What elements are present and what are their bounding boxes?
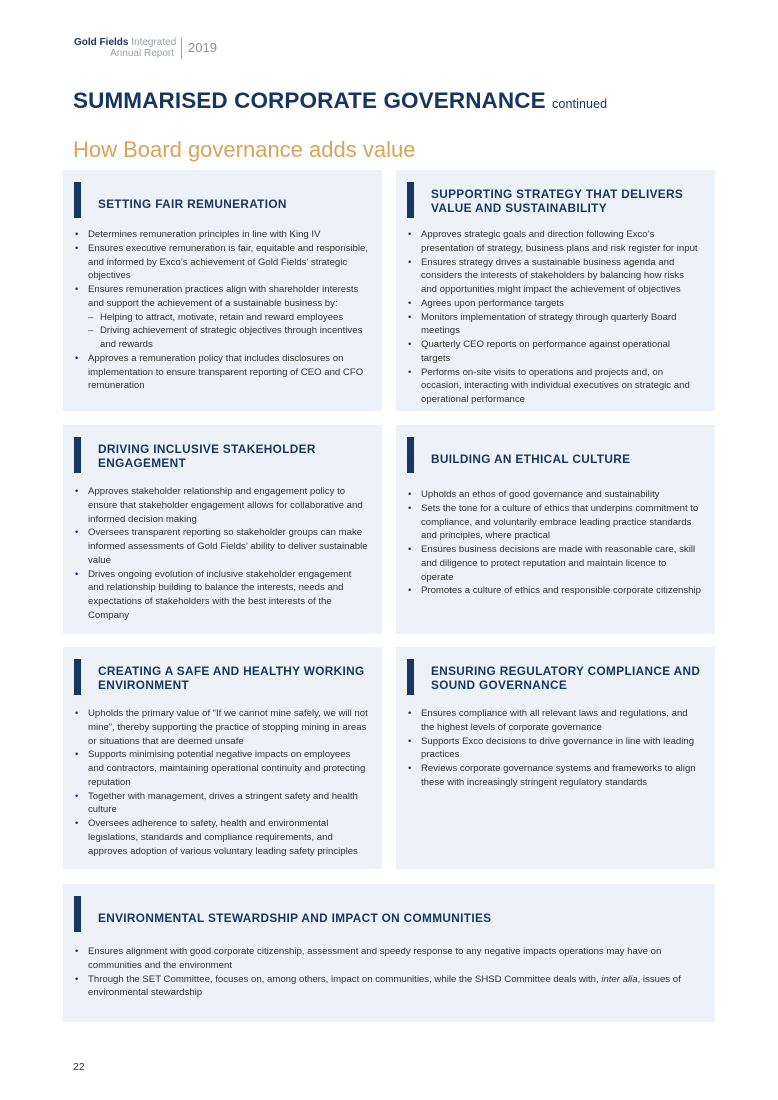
bullet-list — [75, 228, 368, 393]
list-item: • Supports minimising potential negative impacts on employees and contractors, maintaining operational continuity and protecting reputation — [75, 748, 368, 789]
panel-header — [74, 437, 370, 473]
list-item: • Reviews corporate governance systems and frameworks to align these with increasingly stringent regulatory standards — [408, 762, 701, 790]
list-item: • Approves strategic goals and direction following Exco’s presentation of strategy, business plans and risk register for input — [408, 228, 701, 256]
list-item: • Oversees adherence to safety, health and environmental legislations, standards and compliance requirements, and approves adoption of various voluntary leading safety principles — [75, 817, 368, 858]
header-accent-bar — [74, 182, 81, 218]
list-item: • Ensures remuneration practices align with shareholder interests and support the achievement of a sustainable business by: — [75, 283, 368, 311]
panel-strategy — [396, 170, 715, 411]
header-accent-bar — [407, 437, 414, 473]
list-item: • Performs on-site visits to operations and projects and, on occasion, interacting with individual executives on strategic and operational performance — [408, 366, 701, 407]
list-item: • Drives ongoing evolution of inclusive stakeholder engagement and relationship building to balance the interests, needs and expectations of stakeholders with the best interests of the Company — [75, 568, 368, 623]
brand-text — [74, 37, 177, 59]
list-item-text: , issues of environmental stewardship — [88, 973, 681, 999]
panel-title: ENSURING REGULATORY COMPLIANCE AND SOUND GOVERNANCE — [431, 664, 701, 692]
list-item: • Ensures executive remuneration is fair, equitable and responsible, and informed by Exco’s achievement of Gold Fields’ strategic objectives — [75, 242, 368, 283]
panel-stakeholder — [63, 425, 382, 634]
panel-header — [407, 659, 703, 695]
header-accent-bar — [407, 182, 414, 218]
list-item — [75, 973, 701, 1001]
panel-title: SETTING FAIR REMUNERATION — [98, 197, 287, 211]
page-title-suffix: continued — [552, 97, 608, 111]
list-item: • Ensures strategy drives a sustainable business agenda and considers the interests of stakeholders by balancing how risks and opportunities might impact the achievement of objectives — [408, 256, 701, 297]
panel-ethics — [396, 425, 715, 634]
header-accent-bar — [74, 896, 81, 932]
list-item: • Ensures business decisions are made with reasonable care, skill and diligence to protect reputation and maintain licence to operate — [408, 543, 701, 584]
panel-title: BUILDING AN ETHICAL CULTURE — [431, 452, 631, 466]
header-accent-bar — [74, 659, 81, 695]
report-year: 2019 — [188, 40, 217, 55]
panel-header — [407, 182, 703, 218]
page-title — [73, 88, 607, 114]
list-item: • Upholds an ethos of good governance and sustainability — [408, 488, 701, 502]
list-item: • Oversees transparent reporting so stakeholder groups can make informed assessments of Gold Fields’ ability to deliver sustainable value — [75, 526, 368, 567]
sub-list-item: – Helping to attract, motivate, retain and reward employees — [75, 311, 368, 325]
bullet-list — [408, 228, 701, 407]
panel-title: DRIVING INCLUSIVE STAKEHOLDER ENGAGEMENT — [98, 442, 316, 470]
panel-remuneration — [63, 170, 382, 411]
brand-name: Gold Fields — [74, 37, 129, 48]
panel-header — [74, 896, 703, 932]
bullet-list — [75, 707, 368, 858]
panel-header — [407, 437, 703, 473]
panel-safety — [63, 647, 382, 869]
list-item: • Upholds the primary value of “If we cannot mine safely, we will not mine”, thereby supporting the practice of stopping mining in areas or situations that are deemed unsafe — [75, 707, 368, 748]
brand-divider — [181, 38, 182, 59]
bullet-list — [408, 488, 701, 598]
bullet-list — [75, 485, 368, 623]
panel-header — [74, 659, 370, 695]
list-item: • Approves a remuneration policy that includes disclosures on implementation to ensure transparent reporting of CEO and CFO remuneration — [75, 352, 368, 393]
header-accent-bar — [74, 437, 81, 473]
bullet-list — [75, 945, 701, 1000]
panel-compliance — [396, 647, 715, 869]
list-item: • Promotes a culture of ethics and responsible corporate citizenship — [408, 584, 701, 598]
list-item: • Together with management, drives a stringent safety and health culture — [75, 790, 368, 818]
bullet-list — [408, 707, 701, 790]
sub-list-item: – Driving achievement of strategic objectives through incentives and rewards — [75, 324, 368, 352]
list-item: • Determines remuneration principles in line with King IV — [75, 228, 368, 242]
panel-header — [74, 182, 370, 218]
page-title-text: SUMMARISED CORPORATE GOVERNANCE — [73, 88, 546, 113]
page-number: 22 — [73, 1061, 85, 1073]
list-item: • Ensures alignment with good corporate citizenship, assessment and speedy response to any negative impacts operations may have on communities and the environment — [75, 945, 701, 973]
list-item: • Approves stakeholder relationship and engagement policy to ensure that stakeholder engagement allows for collaborative and informed decision making — [75, 485, 368, 526]
page-subtitle: How Board governance adds value — [73, 137, 416, 162]
panel-title: ENVIRONMENTAL STEWARDSHIP AND IMPACT ON COMMUNITIES — [98, 911, 492, 925]
list-item-text: Through the SET Committee, focuses on, among others, impact on communities, while the SHSD Committee deals with, — [88, 973, 602, 985]
list-item: • Monitors implementation of strategy through quarterly Board meetings — [408, 311, 701, 339]
panel-title: CREATING A SAFE AND HEALTHY WORKING ENVIRONMENT — [98, 664, 365, 692]
brand-integrated: Integrated — [131, 37, 177, 48]
list-item: • Quarterly CEO reports on performance against operational targets — [408, 338, 701, 366]
list-item: • Agrees upon performance targets — [408, 297, 701, 311]
list-item: • Sets the tone for a culture of ethics that underpins commitment to compliance, and voluntarily embrace leading practice standards and principles, where practical — [408, 502, 701, 543]
brand-annual-report: Annual Report — [110, 48, 174, 59]
list-item: • Ensures compliance with all relevant laws and regulations, and the highest levels of corporate governance — [408, 707, 701, 735]
panel-environment — [63, 884, 715, 1022]
header-accent-bar — [407, 659, 414, 695]
list-item: • Supports Exco decisions to drive governance in line with leading practices — [408, 735, 701, 763]
list-item-italic-text: inter alia — [601, 973, 638, 985]
panel-title: SUPPORTING STRATEGY THAT DELIVERS VALUE AND SUSTAINABILITY — [431, 187, 684, 215]
